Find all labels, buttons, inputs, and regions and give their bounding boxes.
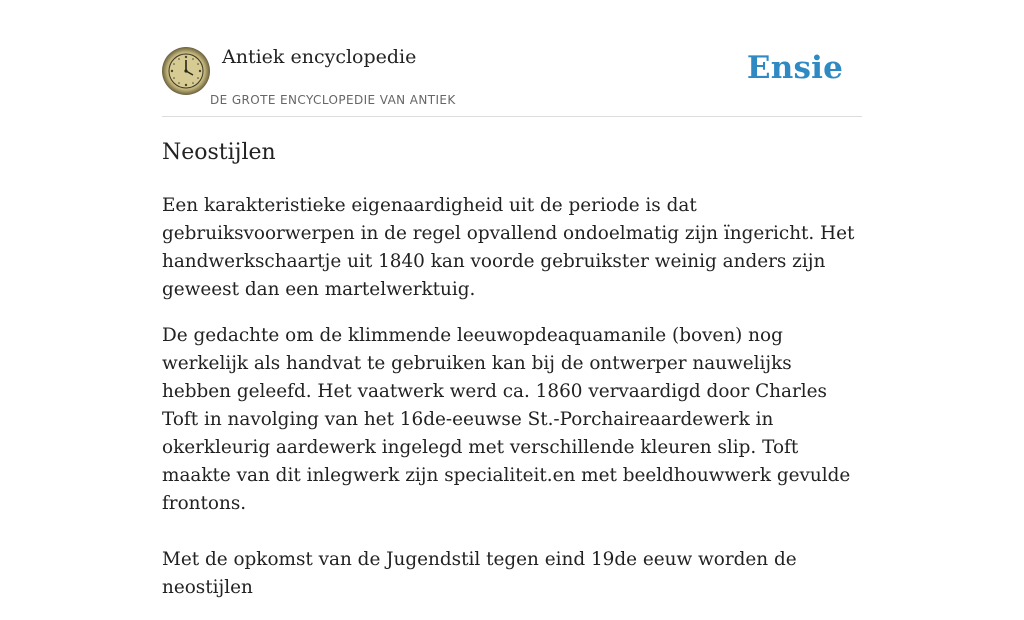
ensie-logo-link[interactable]: Ensie xyxy=(746,50,843,86)
site-header xyxy=(162,0,862,117)
article-body xyxy=(162,192,862,620)
clock-face-graphic xyxy=(162,47,210,95)
antique-clock-icon[interactable] xyxy=(162,47,210,95)
site-tagline: DE GROTE ENCYCLOPEDIE VAN ANTIEK xyxy=(210,93,456,107)
article-paragraph-2: De gedachte om de klimmende leeuwopdeaquamanile (boven) nog werkelijk als handvat te gebruiken kan bij de ontwerper nauwelijks hebben geleefd. Het vaatwerk werd ca. 1860 vervaardigd door Charles Toft in navolging van het 16de-eeuwse St.-Porchaireaardewerk in okerkleurig aardewerk ingelegd met verschillende kleuren slip. Toft maakte van dit inlegwerk zijn specialiteit.en met beeldhouwwerk gevulde frontons. xyxy=(162,325,851,514)
article-paragraph-1: Een karakteristieke eigenaardigheid uit de periode is dat gebruiksvoorwerpen in de regel opvallend ondoelmatig zijn ïngericht. Het handwerkschaartje uit 1840 kan voorde gebruikster weinig anders zijn geweest dan een martelwerktuig. xyxy=(162,195,855,300)
page-title: Neostijlen xyxy=(162,140,276,165)
page-container xyxy=(162,0,862,598)
article-paragraph-3: Met de opkomst van de Jugendstil tegen eind 19de eeuw worden de neostijlen xyxy=(162,549,797,598)
site-title[interactable]: Antiek encyclopedie xyxy=(222,46,417,68)
